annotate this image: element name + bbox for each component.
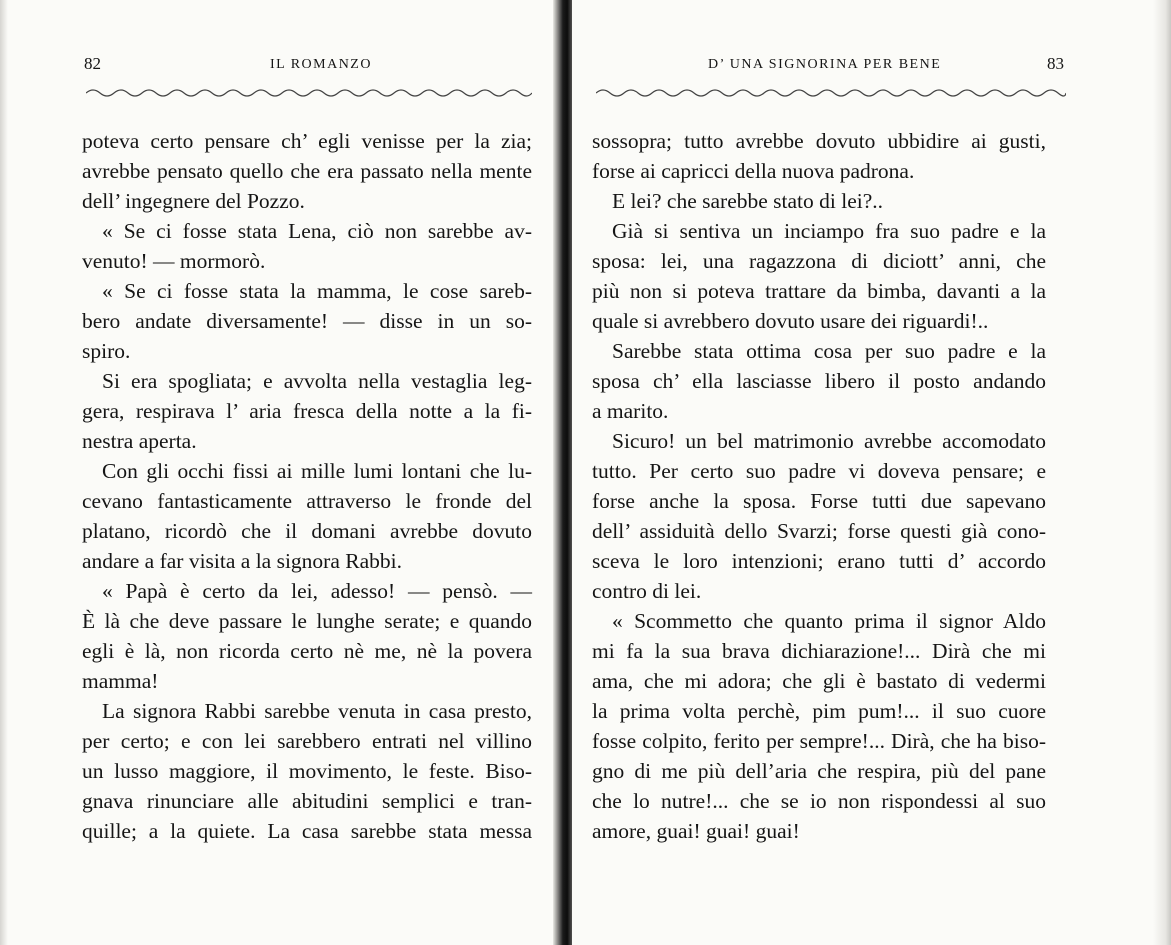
text-line: ama, che mi adora; che gli è bastato di vedermi [592,669,1046,693]
right-page-header [592,54,1068,82]
left-page-header [84,54,532,82]
text-line: sossopra; tutto avrebbe dovuto ubbidire ai gusti, [592,129,1046,153]
text-line: cevano fantasticamente attraverso le fronde del [82,489,532,513]
text-line: per certo; e con lei sarebbero entrati nel villino [82,729,532,753]
text-line: spiro. [82,339,131,363]
text-line: La signora Rabbi sarebbe venuta in casa presto, [102,699,532,723]
text-line: gera, respirava l’ aria fresca della notte a la fi- [82,399,532,423]
text-line: forse anche la sposa. Forse tutti due sapevano [592,489,1046,513]
right-page [572,0,1171,945]
left-page-text [82,126,532,846]
text-line: Sicuro! un bel matrimonio avrebbe accomodato [612,429,1046,453]
text-line: la prima volta perchè, pim pum!... il suo cuore [592,699,1046,723]
text-line: andare a far visita a la signora Rabbi. [82,549,402,573]
text-line: dell’ ingegnere del Pozzo. [82,189,305,213]
text-line: amore, guai! guai! guai! [592,819,800,843]
right-running-head: D’ UNA SIGNORINA PER BENE [708,57,942,72]
text-line: che lo nutre!... che se io non rispondessi al suo [592,789,1046,813]
text-line: dell’ assiduità dello Svarzi; forse questi già cono- [592,519,1046,543]
text-line: Con gli occhi fissi ai mille lumi lontani che lu- [102,459,532,483]
left-page-edge [0,0,8,945]
text-line: « Scommetto che quanto prima il signor Aldo [612,609,1046,633]
text-line: fosse colpito, ferito per sempre!... Dirà, che ha biso- [592,729,1046,753]
text-line: venuto! — mormorò. [82,249,266,273]
text-line: un lusso maggiore, il movimento, le feste. Biso- [82,759,532,783]
text-line: « Se ci fosse stata la mamma, le cose sareb- [102,279,532,303]
text-line: a marito. [592,399,669,423]
text-line: gnava rinunciare alle abitudini semplici e tran- [82,789,532,813]
right-page-text [592,126,1046,846]
text-line: nestra aperta. [82,429,197,453]
text-line: È là che deve passare le lunghe serate; e quando [82,609,532,633]
text-line: gno di me più dell’aria che respira, più del pane [592,759,1046,783]
left-header-rule [86,86,532,100]
text-line: sposa: lei, una ragazzona di diciott’ anni, che [592,249,1046,273]
text-line: bero andate diversamente! — disse in un so- [82,309,532,333]
text-line: poteva certo pensare ch’ egli venisse per la zia; [82,129,532,153]
left-page-number: 82 [84,54,101,73]
text-line: egli è là, non ricorda certo nè me, nè la povera [82,639,532,663]
right-page-edge [1153,0,1171,945]
right-header-rule [596,86,1066,100]
text-line: forse ai capricci della nuova padrona. [592,159,915,183]
text-line: platano, ricordò che il domani avrebbe dovuto [82,519,532,543]
text-line: avrebbe pensato quello che era passato nella mente [82,159,532,183]
text-line: contro di lei. [592,579,702,603]
text-line: sposa ch’ ella lasciasse libero il posto andando [592,369,1046,393]
text-line: Sarebbe stata ottima cosa per suo padre e la [612,339,1046,363]
text-line: sceva le loro intenzioni; erano tutti d’ accordo [592,549,1046,573]
left-running-head: IL ROMANZO [270,57,372,72]
left-page [0,0,560,945]
text-line: mamma! [82,669,159,693]
text-line: tutto. Per certo suo padre vi doveva pensare; e [592,459,1046,483]
text-line: « Se ci fosse stata Lena, ciò non sarebbe av- [102,219,532,243]
text-line: « Papà è certo da lei, adesso! — pensò. — [102,579,532,603]
text-line: quale si avrebbero dovuto usare dei riguardi!.. [592,309,989,333]
text-line: mi fa la sua brava dichiarazione!... Dirà che mi [592,639,1046,663]
text-line: Si era spogliata; e avvolta nella vestaglia leg- [102,369,532,393]
text-line: quille; a la quiete. La casa sarebbe stata messa [82,819,532,843]
text-line: Già si sentiva un inciampo fra suo padre e la [612,219,1046,243]
text-line: E lei? che sarebbe stato di lei?.. [612,189,884,213]
right-page-number: 83 [1047,54,1064,73]
text-line: più non si poteva trattare da bimba, davanti a la [592,279,1046,303]
